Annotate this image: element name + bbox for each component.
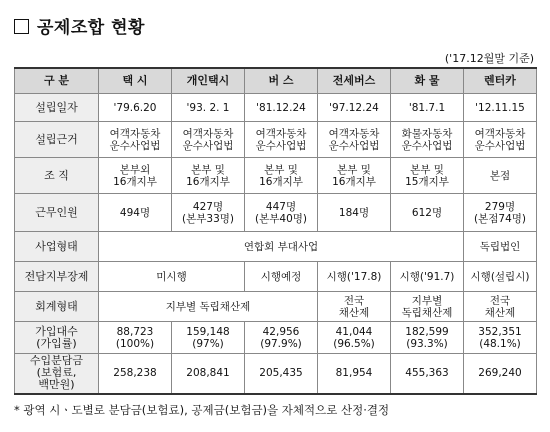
- as-of-date: ('17.12월말 기준): [444, 52, 534, 65]
- table-cell: 159,148 (97%): [172, 322, 245, 354]
- table-cell: 88,723 (100%): [99, 322, 172, 354]
- table-cell: 427명 (본부33명): [172, 194, 245, 232]
- table-cell: 전국 채산제: [318, 292, 391, 322]
- row-header: 전담지부장제: [15, 262, 99, 292]
- table-cell: 본부 및 16개지부: [318, 158, 391, 194]
- table-cell: '12.11.15: [464, 94, 537, 122]
- table-cell: 258,238: [99, 354, 172, 394]
- table-cell: 본부 및 16개지부: [245, 158, 318, 194]
- table-cell: '93. 2. 1: [172, 94, 245, 122]
- table-cell: 시행예정: [245, 262, 318, 292]
- table-cell: 455,363: [391, 354, 464, 394]
- table-cell: '81.12.24: [245, 94, 318, 122]
- table-cell: 여객자동차 운수사업법: [245, 122, 318, 158]
- table-cell: 205,435: [245, 354, 318, 394]
- row-header: 회계형태: [15, 292, 99, 322]
- table-cell: 화물자동차 운수사업법: [391, 122, 464, 158]
- row-header: 수입분담금 (보험료, 백만원): [15, 354, 99, 394]
- table-cell: 본부외 16개지부: [99, 158, 172, 194]
- table-cell: 연합회 부대사업: [99, 232, 464, 262]
- header-cell: 개인택시: [172, 68, 245, 94]
- table-cell: 미시행: [99, 262, 245, 292]
- table-row: [15, 122, 537, 158]
- table-cell: 시행('17.8): [318, 262, 391, 292]
- table-cell: 지부별 독립채산제: [99, 292, 318, 322]
- row-header: 설립일자: [15, 94, 99, 122]
- table-cell: 279명 (본점74명): [464, 194, 537, 232]
- table-row: [15, 262, 537, 292]
- page-title: [14, 13, 145, 38]
- table-row: [15, 292, 537, 322]
- table-cell: 184명: [318, 194, 391, 232]
- table-cell: 본부 및 16개지부: [172, 158, 245, 194]
- header-cell: 렌터카: [464, 68, 537, 94]
- checkbox-icon: [14, 19, 29, 34]
- table-row: [15, 94, 537, 122]
- header-cell: 버 스: [245, 68, 318, 94]
- table-cell: 612명: [391, 194, 464, 232]
- row-header: 근무인원: [15, 194, 99, 232]
- table-cell: 42,956 (97.9%): [245, 322, 318, 354]
- table-cell: 447명 (본부40명): [245, 194, 318, 232]
- status-table: [14, 67, 537, 395]
- table-cell: 269,240: [464, 354, 537, 394]
- table-cell: 본점: [464, 158, 537, 194]
- table-cell: 시행('91.7): [391, 262, 464, 292]
- table-cell: 208,841: [172, 354, 245, 394]
- header-cell: 전세버스: [318, 68, 391, 94]
- table-cell: 독립법인: [464, 232, 537, 262]
- table-cell: 352,351 (48.1%): [464, 322, 537, 354]
- table-row: [15, 158, 537, 194]
- table-row: [15, 322, 537, 354]
- title-text: 공제조합 현황: [37, 18, 145, 38]
- row-header: 조 직: [15, 158, 99, 194]
- table-cell: '81.7.1: [391, 94, 464, 122]
- header-cell: 화 물: [391, 68, 464, 94]
- table-cell: '79.6.20: [99, 94, 172, 122]
- header-row: [15, 68, 537, 94]
- table-cell: 41,044 (96.5%): [318, 322, 391, 354]
- header-cell: 구 분: [15, 68, 99, 94]
- table-cell: 182,599 (93.3%): [391, 322, 464, 354]
- table-cell: '97.12.24: [318, 94, 391, 122]
- table-cell: 여객자동차 운수사업법: [172, 122, 245, 158]
- table-cell: 여객자동차 운수사업법: [464, 122, 537, 158]
- row-header: 사업형태: [15, 232, 99, 262]
- header-cell: 택 시: [99, 68, 172, 94]
- table-row: [15, 354, 537, 394]
- table-cell: 시행(설립시): [464, 262, 537, 292]
- table-cell: 81,954: [318, 354, 391, 394]
- row-header: 설립근거: [15, 122, 99, 158]
- footnote: * 광역 시ㆍ도별로 분담금(보험료), 공제금(보험금)을 자체적으로 산정·결정: [14, 403, 390, 417]
- table-row: [15, 194, 537, 232]
- table-cell: 본부 및 15개지부: [391, 158, 464, 194]
- table-cell: 여객자동차 운수사업법: [99, 122, 172, 158]
- row-header: 가입대수 (가입률): [15, 322, 99, 354]
- table-cell: 여객자동차 운수사업법: [318, 122, 391, 158]
- table-cell: 494명: [99, 194, 172, 232]
- table-row: [15, 232, 537, 262]
- table-cell: 지부별 독립채산제: [391, 292, 464, 322]
- table-cell: 전국 채산제: [464, 292, 537, 322]
